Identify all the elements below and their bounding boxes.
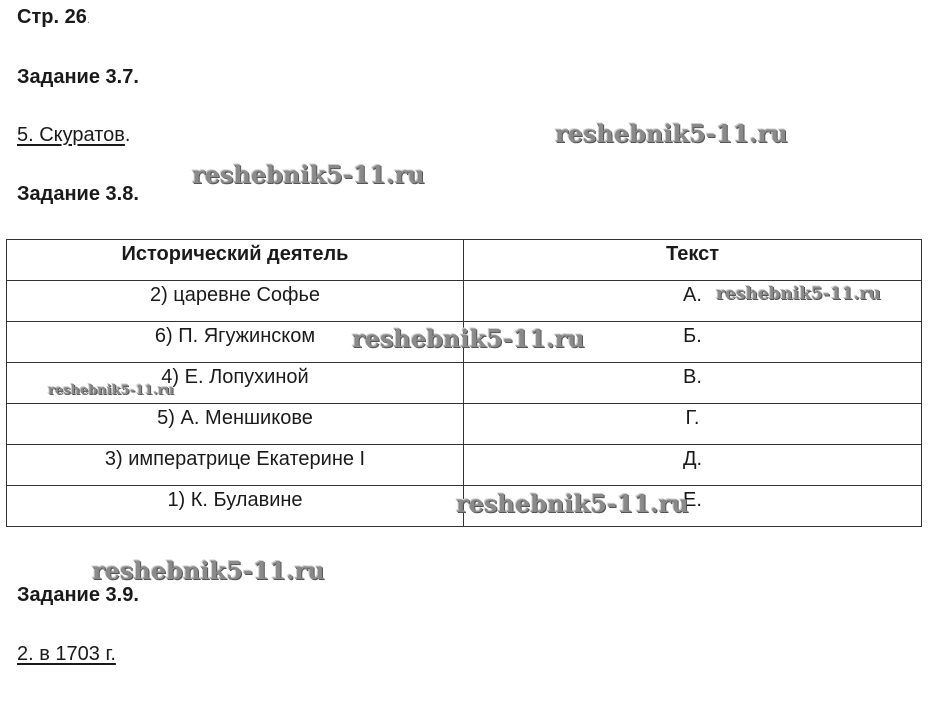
- table-row: [7, 404, 922, 445]
- watermark: reshebnik5-11.ru: [192, 160, 425, 189]
- cell-text: Б.: [464, 322, 922, 363]
- task-3-9-answer-text: 2. в 1703 г.: [17, 643, 116, 665]
- cell-person: 6) П. Ягужинском: [7, 322, 464, 363]
- task-3-9-title: Задание 3.9.: [17, 584, 139, 606]
- cell-text: Г.: [464, 404, 922, 445]
- cell-person: 1) К. Булавине: [7, 486, 464, 527]
- cell-text: Д.: [464, 445, 922, 486]
- page-number-label: Стр. 26: [17, 6, 87, 28]
- page-number-dot: .: [86, 14, 90, 26]
- header-text: Текст: [464, 240, 922, 281]
- page-number: [17, 6, 90, 29]
- cell-text: А.: [464, 281, 922, 322]
- watermark: reshebnik5-11.ru: [48, 383, 175, 398]
- watermark: reshebnik5-11.ru: [92, 556, 325, 585]
- task-3-9-answer: [17, 643, 116, 666]
- watermark: reshebnik5-11.ru: [456, 489, 689, 518]
- cell-person: 3) императрице Екатерине I: [7, 445, 464, 486]
- watermark: reshebnik5-11.ru: [716, 284, 881, 304]
- header-person: Исторический деятель: [7, 240, 464, 281]
- task-3-7-answer-text: 5. Скуратов: [17, 124, 125, 146]
- table-header-row: [7, 240, 922, 281]
- cell-person: 5) А. Меншикове: [7, 404, 464, 445]
- watermark: reshebnik5-11.ru: [352, 324, 585, 353]
- table-row: [7, 445, 922, 486]
- cell-text: В.: [464, 363, 922, 404]
- task-3-8-title: Задание 3.8.: [17, 183, 139, 205]
- cell-person: 4) Е. Лопухиной: [7, 363, 464, 404]
- task-3-7-answer: [17, 124, 130, 147]
- cell-text: Е.: [464, 486, 922, 527]
- watermark: reshebnik5-11.ru: [555, 119, 788, 148]
- cell-person: 2) царевне Софье: [7, 281, 464, 322]
- task-3-7-answer-suffix: .: [124, 124, 131, 146]
- task-3-7-title: Задание 3.7.: [17, 66, 139, 88]
